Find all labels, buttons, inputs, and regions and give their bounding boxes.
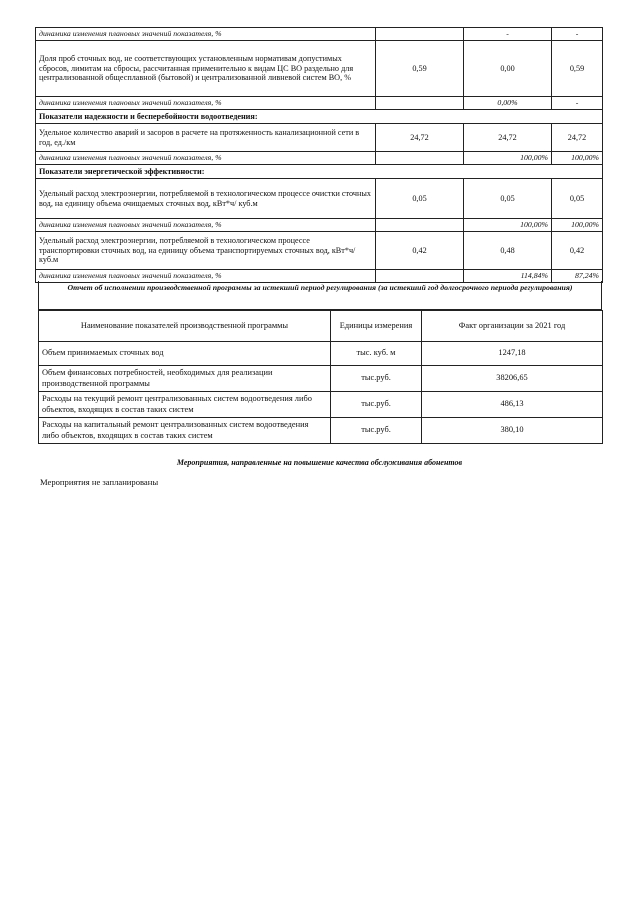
fact-value: 486,13 <box>422 392 603 418</box>
row-label: Удельное количество аварий и засоров в расчете на протяженность канализационной сети в год, ед./км <box>36 124 376 152</box>
value-3: - <box>552 97 603 110</box>
indicator-name: Расходы на капитальный ремонт централизованных систем водоотведения либо объектов, входящих в состав таких систем <box>39 418 331 444</box>
row-label: динамика изменения плановых значений показателя, % <box>36 152 376 165</box>
value-3: 87,24% <box>552 270 603 283</box>
indicator-name: Объем финансовых потребностей, необходимых для реализации производственной программы <box>39 366 331 392</box>
value-2: 0,05 <box>464 179 552 219</box>
row-label: динамика изменения плановых значений показателя, % <box>36 270 376 283</box>
value-3: 100,00% <box>552 152 603 165</box>
unit: тыс.руб. <box>331 366 422 392</box>
indicator-name: Расходы на текущий ремонт централизованных систем водоотведения либо объектов, входящих в состав таких систем <box>39 392 331 418</box>
row-label: Доля проб сточных вод, не соответствующих установленным нормативам допустимых сбросов, лимитам на сбросы, рассчитанная применительно к видам ЦС ВО раздельно для централизованной общесплавной (бытовой) и централизованной ливневой систем ВО, % <box>36 41 376 97</box>
value-1: 24,72 <box>376 124 464 152</box>
section-title: Показатели надежности и бесперебойности водоотведения: <box>36 110 603 124</box>
value-2: 100,00% <box>464 152 552 165</box>
indicator-row-accidents <box>36 124 603 152</box>
value-1: 0,05 <box>376 179 464 219</box>
indicator-name: Объем принимаемых сточных вод <box>39 342 331 366</box>
value-3: 0,42 <box>552 232 603 270</box>
dynamics-row <box>36 28 603 41</box>
value-3: 0,59 <box>552 41 603 97</box>
dynamics-row <box>36 152 603 165</box>
table-row <box>39 418 603 444</box>
row-label: динамика изменения плановых значений показателя, % <box>36 219 376 232</box>
value-2: 0,00 <box>464 41 552 97</box>
value-2: 0,00% <box>464 97 552 110</box>
program-report-table <box>38 310 603 444</box>
section-energy <box>36 165 603 179</box>
value-1 <box>376 97 464 110</box>
dynamics-row <box>36 97 603 110</box>
events-title: Мероприятия, направленные на повышение качества обслуживания абонентов <box>176 458 463 467</box>
events-text: Мероприятия не запланированы <box>40 477 159 487</box>
value-1 <box>376 152 464 165</box>
value-1: 0,42 <box>376 232 464 270</box>
value-3: 24,72 <box>552 124 603 152</box>
fact-value: 380,10 <box>422 418 603 444</box>
row-label: Удельный расход электроэнергии, потребляемой в технологическом процессе транспортировки сточных вод, на единицу объема транспортируемых сточных вод, кВт*ч/ куб.м <box>36 232 376 270</box>
header-indicator-name: Наименование показателей производственной программы <box>39 311 331 342</box>
value-2: 100,00% <box>464 219 552 232</box>
row-label: динамика изменения плановых значений показателя, % <box>36 97 376 110</box>
section-reliability <box>36 110 603 124</box>
indicator-row-energy-transport <box>36 232 603 270</box>
unit: тыс.руб. <box>331 392 422 418</box>
value-2: - <box>464 28 552 41</box>
value-3: 0,05 <box>552 179 603 219</box>
value-1: 0,59 <box>376 41 464 97</box>
table-row <box>39 342 603 366</box>
value-1 <box>376 28 464 41</box>
value-2: 114,84% <box>464 270 552 283</box>
row-label: Удельный расход электроэнергии, потребляемой в технологическом процессе очистки сточных вод, на единицу объема очищаемых сточных вод, кВт*ч/ куб.м <box>36 179 376 219</box>
unit: тыс.руб. <box>331 418 422 444</box>
value-1 <box>376 219 464 232</box>
section-title: Показатели энергетической эффективности: <box>36 165 603 179</box>
indicators-table <box>35 27 603 283</box>
indicator-row-wastewater-samples <box>36 41 603 97</box>
fact-value: 1247,18 <box>422 342 603 366</box>
report-title: Отчет об исполнении производственной программы за истекший период регулирования (за истекший год долгосрочного периода регулирования) <box>38 281 602 310</box>
dynamics-row <box>36 219 603 232</box>
value-3: 100,00% <box>552 219 603 232</box>
indicator-row-energy-treatment <box>36 179 603 219</box>
table-row <box>39 392 603 418</box>
unit: тыс. куб. м <box>331 342 422 366</box>
header-unit: Единицы измерения <box>331 311 422 342</box>
table-header-row <box>39 311 603 342</box>
table-row <box>39 366 603 392</box>
value-2: 0,48 <box>464 232 552 270</box>
value-2: 24,72 <box>464 124 552 152</box>
value-3: - <box>552 28 603 41</box>
row-label: динамика изменения плановых значений показателя, % <box>36 28 376 41</box>
fact-value: 38206,65 <box>422 366 603 392</box>
header-fact: Факт организации за 2021 год <box>422 311 603 342</box>
